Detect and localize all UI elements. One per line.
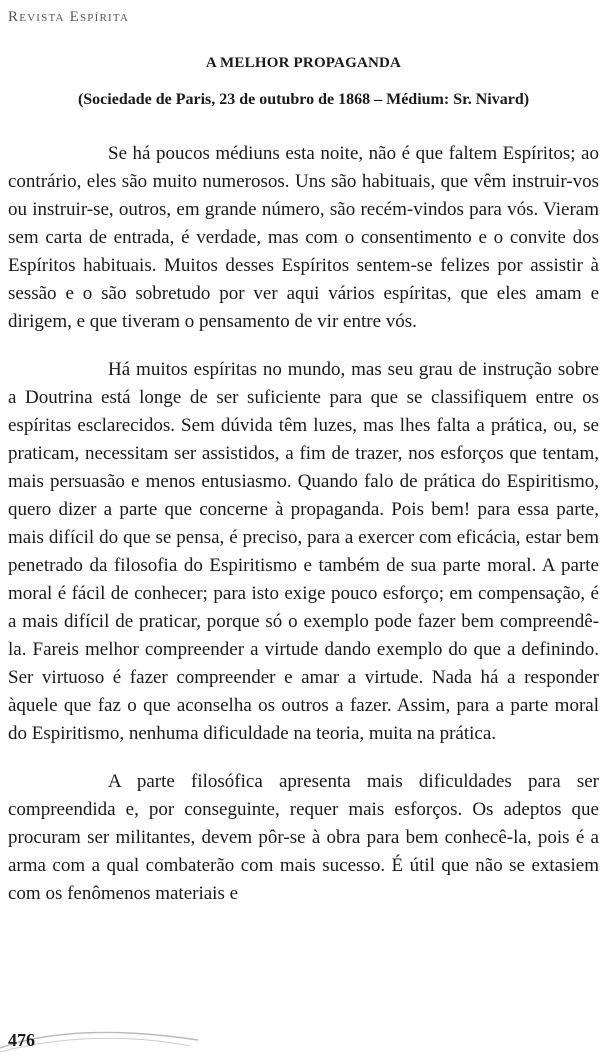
article-subtitle: (Sociedade de Paris, 23 de outubro de 1868 – Médium: Sr. Nivard) (77, 91, 530, 108)
article-title: A MELHOR PROPAGANDA (205, 55, 402, 71)
paragraph-1: Se há poucos médiuns esta noite, não é que faltem Espíritos; ao contrário, eles são muito numerosos. Uns são habituais, que vêm instruir-vos ou instruir-se, outros, em grande número, são recém-vindos para vós. Vieram sem carta de entrada, é verdade, mas com o consentimento e o convite dos Espíritos habituais. Muitos desses Espíritos sentem-se felizes por assistir à sessão e o são sobretudo por ver aqui vários espíritas, que eles amam e dirigem, e que tiveram o pensamento de vir entre vós. (8, 143, 599, 332)
article-body (8, 140, 599, 928)
paragraph-3: A parte filosófica apresenta mais dificuldades para ser compreendida e, por conseguinte, requer mais esforços. Os adeptos que procuram ser militantes, devem pôr-se à obra para bem conhecê-la, pois é a arma com a qual combaterão com mais sucesso. É útil que não se extasiem com os fenômenos materiais e (8, 771, 599, 904)
running-header: Revista Espírita (8, 9, 130, 25)
page-number: 476 (8, 1030, 35, 1050)
paragraph-2: Há muitos espíritas no mundo, mas seu grau de instrução sobre a Doutrina está longe de ser suficiente para que se classifiquem entre os espíritas esclarecidos. Sem dúvida têm luzes, mas lhes falta a prática, ou, se praticam, necessitam ser assistidos, a fim de trazer, nos esforços que tentam, mais persuasão e menos entusiasmo. Quando falo de prática do Espiritismo, quero dizer a parte que concerne à propaganda. Pois bem! para essa parte, mais difícil do que se pensa, é preciso, para a exercer com eficácia, estar bem penetrado da filosofia do Espiritismo e também de sua parte moral. A parte moral é fácil de conhecer; para isto exige pouco esforço; em compensação, é a mais difícil de praticar, porque só o exemplo pode fazer bem compreendê-la. Fareis melhor compreender a virtude dando exemplo do que a definindo. Ser virtuoso é fazer compreender e amar a virtude. Nada há a responder àquele que faz o que aconselha os outros a fazer. Assim, para a parte moral do Espiritismo, nenhuma dificuldade na teoria, muita na prática. (8, 359, 599, 744)
